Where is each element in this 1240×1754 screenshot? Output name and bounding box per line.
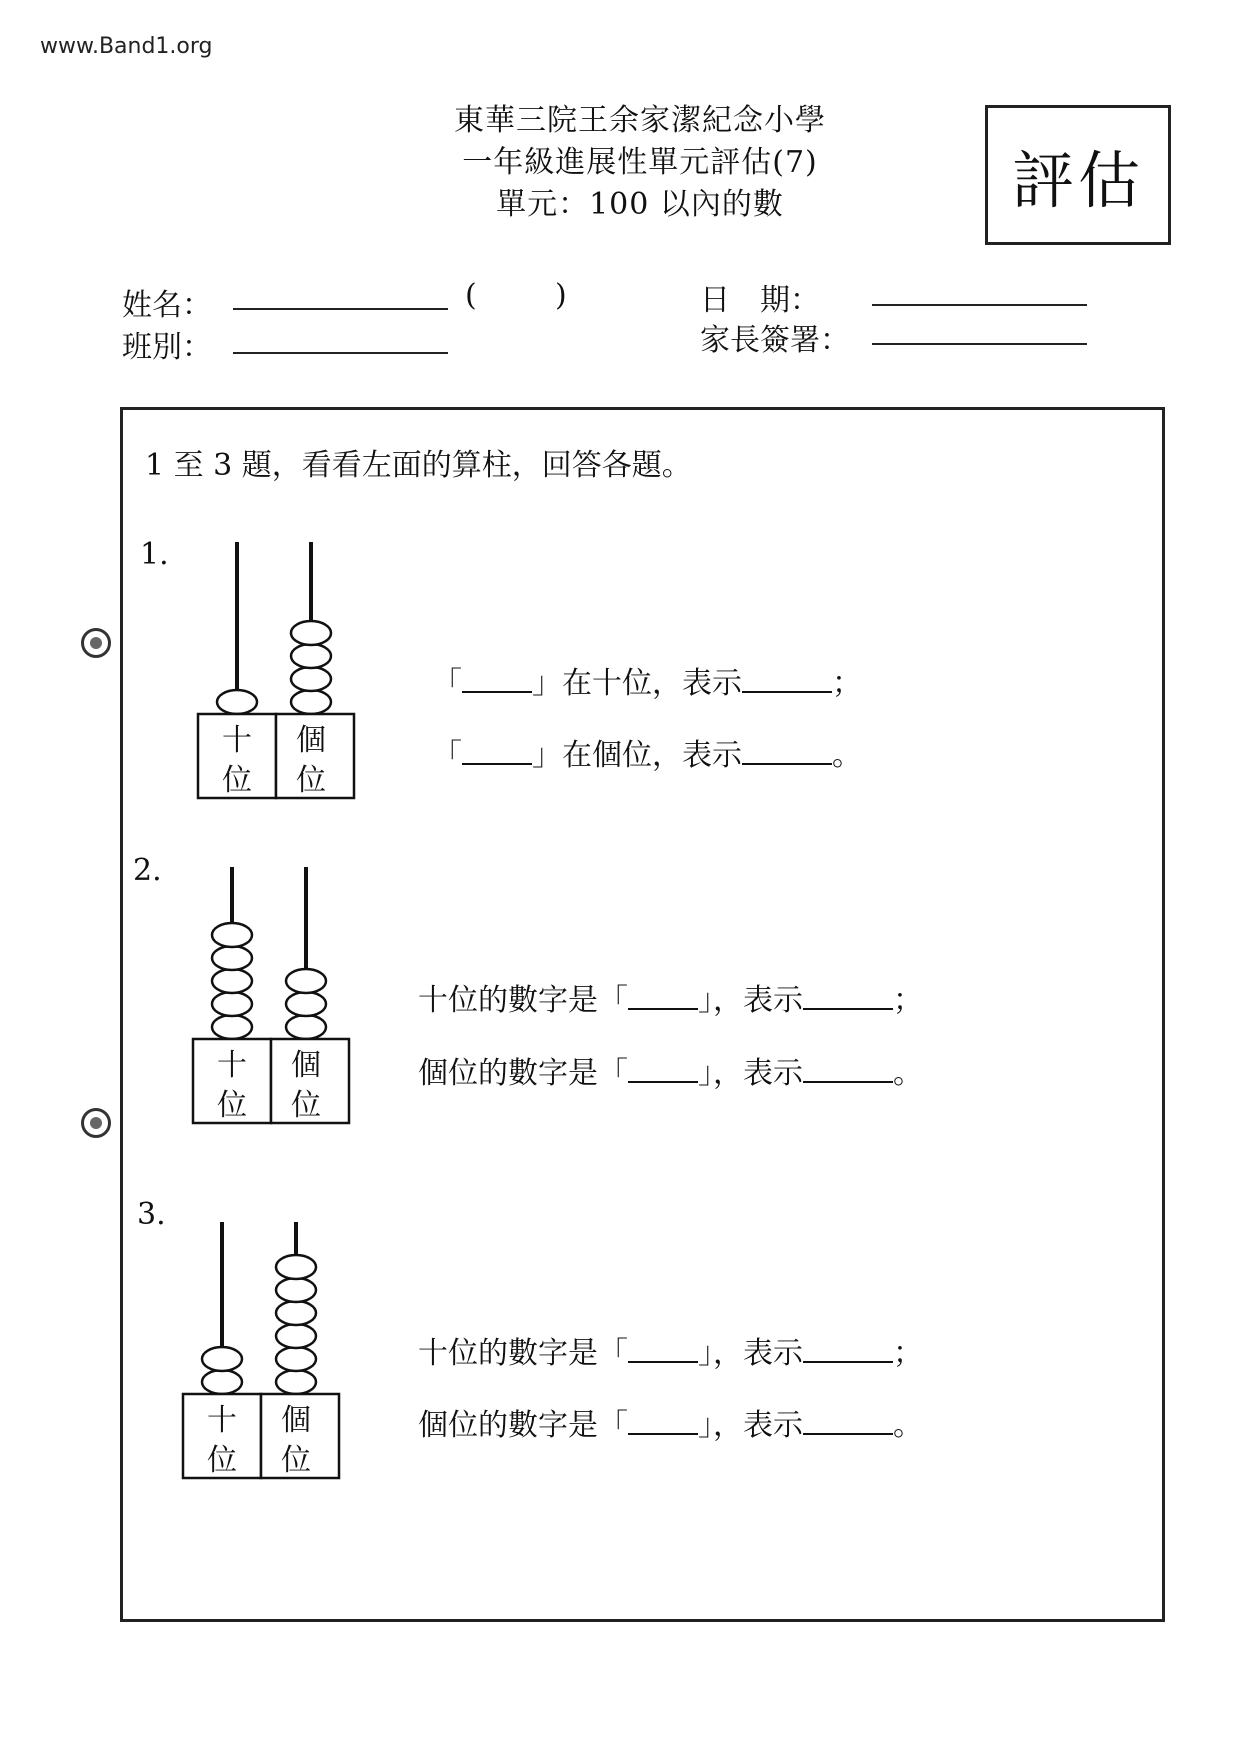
ones-bead <box>276 1255 316 1279</box>
ones-bead <box>276 1324 316 1348</box>
q2-line2-end: 。 <box>893 1056 923 1091</box>
q1-line1-end: ； <box>832 666 862 701</box>
q3-line1-end: ； <box>893 1336 923 1371</box>
ones-label-bottom: 位 <box>296 763 326 798</box>
abacus-q3 <box>180 1220 350 1482</box>
q1-line1-mid: 」在十位，表示 <box>532 666 742 701</box>
tens-label-top: 十 <box>207 1403 237 1438</box>
tens-bead <box>212 923 252 947</box>
q3-ones-digit-blank[interactable] <box>628 1431 698 1435</box>
ones-bead <box>276 1278 316 1302</box>
ones-bead <box>291 621 331 645</box>
q1-line2 <box>432 730 862 774</box>
question-number-2: 2. <box>133 853 162 888</box>
name-label: 姓名： <box>122 288 212 323</box>
q3-line1 <box>418 1328 923 1372</box>
q2-line2-pre: 個位的數字是「 <box>418 1056 628 1091</box>
name-line[interactable] <box>233 308 448 310</box>
ones-label-bottom: 位 <box>291 1088 321 1123</box>
date-line[interactable] <box>872 304 1087 306</box>
q3-tens-digit-blank[interactable] <box>628 1359 698 1363</box>
ones-bead <box>286 992 326 1016</box>
tens-bead <box>217 690 257 714</box>
tens-bead <box>212 969 252 993</box>
tens-bead <box>212 946 252 970</box>
ones-bead <box>291 690 331 714</box>
q1-tens-digit-blank[interactable] <box>462 689 532 693</box>
tens-label-bottom: 位 <box>217 1088 247 1123</box>
q1-line1-pre: 「 <box>432 666 462 701</box>
website-watermark: www.Band1.org <box>40 34 213 59</box>
q1-line2-end: 。 <box>832 738 862 773</box>
ones-bead <box>276 1301 316 1325</box>
q3-line2-mid: 」，表示 <box>698 1408 803 1443</box>
q3-ones-value-blank[interactable] <box>803 1431 893 1435</box>
ones-bead <box>276 1347 316 1371</box>
date-label: 日 期： <box>700 283 820 318</box>
tens-bead <box>202 1347 242 1371</box>
worksheet-header <box>380 100 900 226</box>
ones-label-top: 個 <box>281 1403 311 1438</box>
ones-bead <box>291 644 331 668</box>
q2-line1-mid: 」，表示 <box>698 983 803 1018</box>
q3-line1-pre: 十位的數字是「 <box>418 1336 628 1371</box>
question-number-3: 3. <box>137 1197 166 1232</box>
q1-ones-value-blank[interactable] <box>742 761 832 765</box>
ones-bead <box>276 1370 316 1394</box>
q2-line2 <box>418 1048 923 1092</box>
q2-tens-value-blank[interactable] <box>803 1006 893 1010</box>
instruction-text: 1 至 3 題，看看左面的算柱，回答各題。 <box>145 448 692 483</box>
q2-ones-value-blank[interactable] <box>803 1079 893 1083</box>
tens-bead <box>202 1370 242 1394</box>
q2-line2-mid: 」，表示 <box>698 1056 803 1091</box>
ones-bead <box>286 969 326 993</box>
q3-line2 <box>418 1400 923 1444</box>
q2-ones-digit-blank[interactable] <box>628 1079 698 1083</box>
ones-label-top: 個 <box>291 1048 321 1083</box>
tens-bead <box>212 992 252 1016</box>
tens-bead <box>212 1015 252 1039</box>
q3-line2-pre: 個位的數字是「 <box>418 1408 628 1443</box>
q3-tens-value-blank[interactable] <box>803 1359 893 1363</box>
q1-line2-mid: 」在個位，表示 <box>532 738 742 773</box>
q2-tens-digit-blank[interactable] <box>628 1006 698 1010</box>
class-number-paren-open: ( <box>465 278 477 313</box>
ones-bead <box>291 667 331 691</box>
assessment-stamp: 評估 <box>985 105 1171 245</box>
ones-bead <box>286 1015 326 1039</box>
q3-line2-end: 。 <box>893 1408 923 1443</box>
q2-line1 <box>418 975 923 1019</box>
signature-label: 家長簽署： <box>700 323 850 358</box>
assessment-title: 一年級進展性單元評估(7) <box>462 145 818 180</box>
class-label: 班別： <box>122 330 212 365</box>
class-line[interactable] <box>233 352 448 354</box>
q2-line1-end: ； <box>893 983 923 1018</box>
ones-label-top: 個 <box>296 723 326 758</box>
q2-line1-pre: 十位的數字是「 <box>418 983 628 1018</box>
binder-hole-bottom <box>81 1108 111 1138</box>
q3-line1-mid: 」，表示 <box>698 1336 803 1371</box>
q1-line2-pre: 「 <box>432 738 462 773</box>
binder-hole-top <box>81 628 111 658</box>
tens-label-bottom: 位 <box>207 1443 237 1478</box>
q1-line1 <box>432 658 862 702</box>
unit-title: 單元：100 以內的數 <box>496 187 784 222</box>
school-name: 東華三院王余家潔紀念小學 <box>454 103 826 138</box>
tens-label-bottom: 位 <box>222 763 252 798</box>
question-number-1: 1. <box>140 537 169 572</box>
abacus-q2 <box>190 865 360 1127</box>
tens-label-top: 十 <box>217 1048 247 1083</box>
signature-line[interactable] <box>872 343 1087 345</box>
ones-label-bottom: 位 <box>281 1443 311 1478</box>
q1-ones-digit-blank[interactable] <box>462 761 532 765</box>
class-number-paren-close: ) <box>555 278 567 313</box>
abacus-q1 <box>195 540 365 802</box>
tens-label-top: 十 <box>222 723 252 758</box>
q1-tens-value-blank[interactable] <box>742 689 832 693</box>
